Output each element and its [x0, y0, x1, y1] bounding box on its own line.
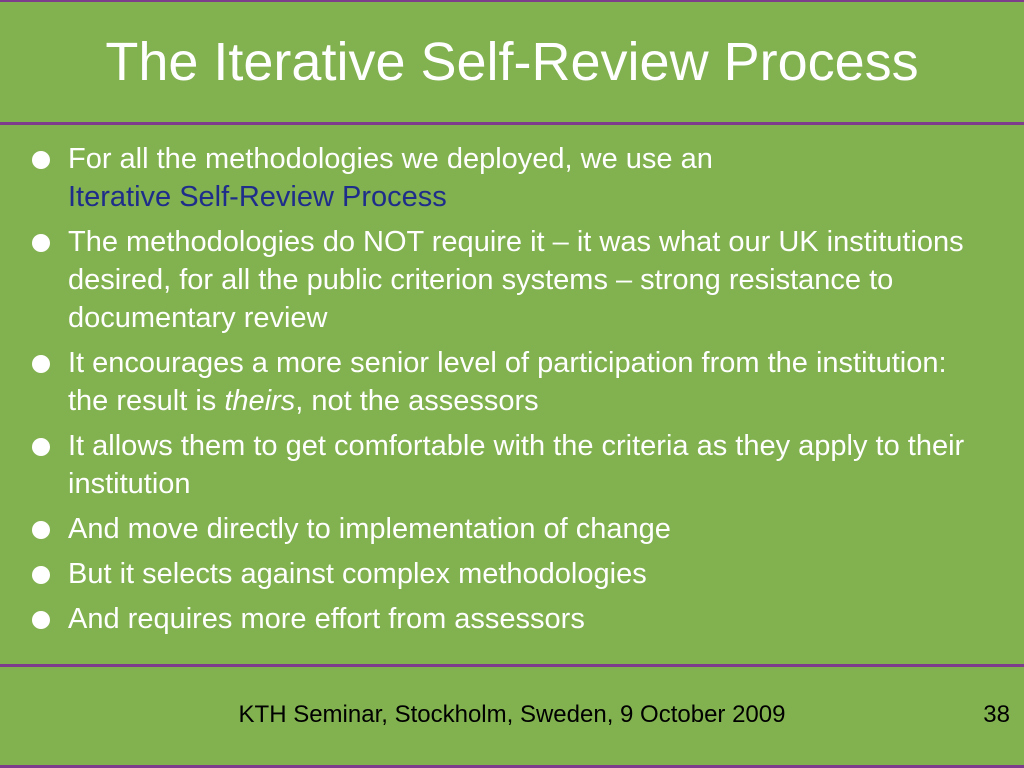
bullet-dot-icon	[32, 355, 50, 373]
page-number: 38	[983, 701, 1010, 728]
bullet-dot-icon	[32, 521, 50, 539]
bullet-text	[68, 344, 990, 420]
bullet-item	[30, 344, 990, 420]
slide-title: The Iterative Self-Review Process	[105, 32, 919, 92]
bullet-dot-icon	[32, 151, 50, 169]
bullet-text: It allows them to get comfortable with the criteria as they apply to their institution	[68, 430, 965, 500]
bullet-text	[68, 140, 990, 216]
highlight-phrase: Iterative Self-Review Process	[68, 181, 447, 213]
bullet-text: And move directly to implementation of change	[68, 513, 671, 545]
bullet-item	[30, 223, 990, 337]
bullet-text-before: It encourages a more senior level of participation from the institution: the result is	[68, 347, 947, 417]
bullet-item	[30, 140, 990, 216]
bullet-text: And requires more effort from assessors	[68, 603, 585, 635]
top-rule	[0, 0, 1024, 2]
title-divider	[0, 122, 1024, 125]
bullet-list	[30, 140, 990, 645]
bullet-text-after: , not the assessors	[295, 385, 539, 417]
italic-emphasis: theirs	[224, 385, 296, 417]
bullet-item	[30, 555, 990, 593]
footer-text: KTH Seminar, Stockholm, Sweden, 9 October 2009	[238, 701, 786, 728]
bullet-dot-icon	[32, 438, 50, 456]
bullet-item	[30, 510, 990, 548]
bullet-item	[30, 427, 990, 503]
footer-divider	[0, 664, 1024, 667]
bullet-dot-icon	[32, 566, 50, 584]
bullet-dot-icon	[32, 234, 50, 252]
bullet-text: The methodologies do NOT require it – it was what our UK institutions desired, for all the public criterion systems – strong resistance to documentary review	[68, 226, 964, 334]
bullet-item	[30, 600, 990, 638]
bullet-text: But it selects against complex methodologies	[68, 558, 647, 590]
bullet-line: For all the methodologies we deployed, we use an	[68, 143, 713, 175]
bullet-dot-icon	[32, 611, 50, 629]
